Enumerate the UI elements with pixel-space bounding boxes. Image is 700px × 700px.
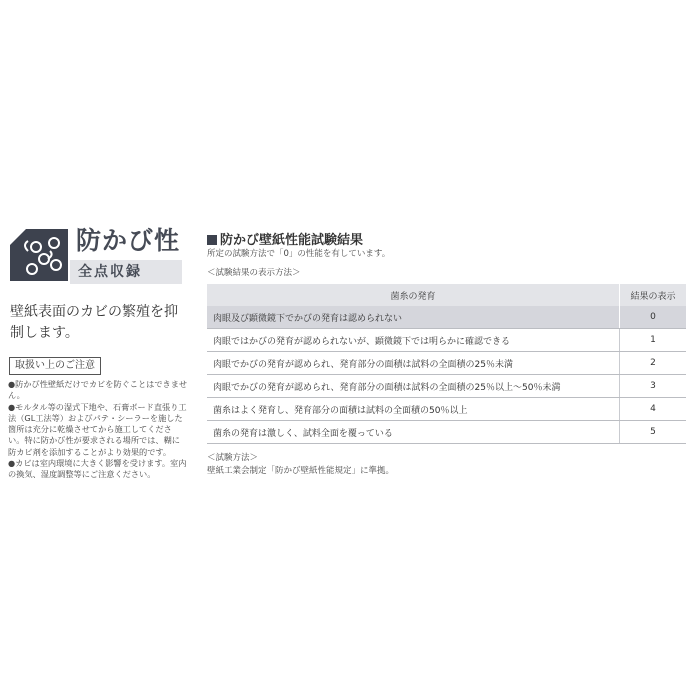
method-text: 壁紙工業会制定「防かび壁紙性能規定」に準拠。 [207, 466, 395, 476]
row-text: 肉眼ではかびの発育が認められないが、顕微鏡下では明らかに確認できる [207, 329, 620, 352]
notice-title: 取扱い上のご注意 [9, 357, 101, 375]
row-text: 肉眼でかびの発育が認められ、発育部分の面積は試料の全面積の25％以上〜50％未満 [207, 375, 620, 398]
notice-list [8, 379, 188, 481]
row-score: 5 [620, 421, 687, 444]
table-row [207, 306, 686, 329]
row-text: 肉眼でかびの発育が認められ、発育部分の面積は試料の全面積の25％未満 [207, 352, 620, 375]
table-row [207, 329, 686, 352]
row-score: 3 [620, 375, 687, 398]
badge-subtitle: 全点収録 [70, 260, 182, 284]
row-score: 4 [620, 398, 687, 421]
header-score: 結果の表示 [620, 284, 687, 306]
badge-title: 防かび性 [76, 226, 181, 255]
row-score: 0 [620, 306, 687, 329]
table-label: ＜試験結果の表示方法＞ [207, 268, 301, 278]
table-row [207, 398, 686, 421]
square-bullet-icon [207, 235, 217, 245]
row-text: 菌糸の発育は激しく、試料全面を覆っている [207, 421, 620, 444]
row-text: 菌糸はよく発育し、発育部分の面積は試料の全面積の50％以上 [207, 398, 620, 421]
table-row [207, 421, 686, 444]
row-text: 肉眼及び顕微鏡下でかびの発育は認められない [207, 306, 620, 329]
method-label: ＜試験方法＞ [207, 453, 259, 463]
notice-item: ●防かび性壁紙だけでカビを防ぐことはできません。 [8, 379, 188, 401]
table-header-row [207, 284, 686, 306]
notice-item: ●モルタル等の湿式下地や、石膏ボード直張り工法（GL工法等）およびパテ・シーラーを施した箇所は充分に乾燥させてから施工してください。特に防かび性が要求される場所では、糊に防カビ剤を添加することがより効果的です。 [8, 401, 187, 457]
mold-prevention-icon [10, 229, 68, 281]
row-score: 1 [620, 329, 687, 352]
section-description: 所定の試験方法で「0」の性能を有しています。 [207, 249, 391, 259]
notice-item: ●カビは室内環境に大きく影響を受けます。室内の換気、湿度調整等にご注意ください。 [8, 458, 187, 480]
header-growth: 菌糸の発育 [207, 284, 620, 306]
row-score: 2 [620, 352, 687, 375]
section-title [207, 229, 363, 248]
lead-text: 壁紙表面のカビの繁殖を抑制します。 [10, 304, 178, 341]
results-table [207, 284, 686, 444]
table-row [207, 375, 686, 398]
table-row [207, 352, 686, 375]
section-title-text: 防かび壁紙性能試験結果 [220, 233, 364, 248]
